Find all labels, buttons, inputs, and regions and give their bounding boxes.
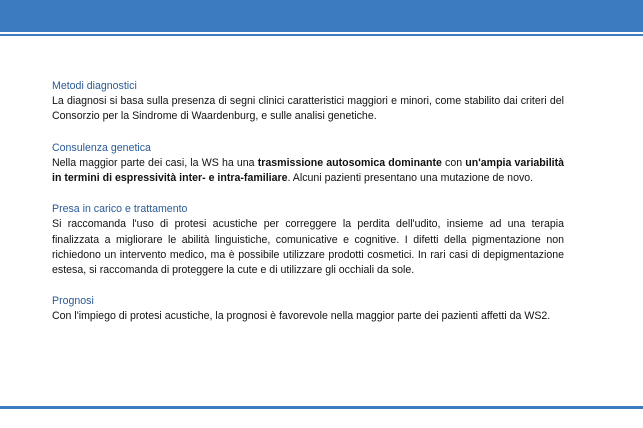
section-text [52, 156, 564, 186]
section-presa-in-carico [52, 202, 564, 278]
header-bar [0, 0, 643, 32]
section-title: Presa in carico e trattamento [52, 203, 188, 216]
section-text: La diagnosi si basa sulla presenza di segni clinici caratteristici maggiori e minori, come stabilito dai criteri del Consorzio per la Sindrome di Waardenburg, e sulle analisi genetiche. [52, 95, 564, 123]
section-prognosi [52, 294, 564, 324]
bold-text-run: un'ampia variabilità in termini di espressività inter- e intra-familiare [52, 156, 565, 185]
footer-divider [0, 406, 643, 409]
text-run: . Alcuni pazienti presentano una mutazione de novo. [287, 172, 534, 185]
text-run: Nella maggior parte dei casi, la WS ha una [52, 156, 258, 169]
section-text: Con l'impiego di protesi acustiche, la prognosi è favorevole nella maggior parte dei pazienti affetti da WS2. [52, 310, 551, 323]
section-title: Prognosi [52, 295, 94, 308]
section-title: Metodi diagnostici [52, 80, 137, 92]
section-consulenza-genetica [52, 141, 564, 187]
section-text: Si raccomanda l'uso di protesi acustiche per correggere la perdita dell'udito, insieme ad una terapia finalizzata a migliorare le abilità linguistiche, comunicative e cognitive. I difetti della pigmentazione non richiedono un intervento medico, ma è possibile utilizzare prodotti cosmetici. In rari casi di depigmentazione estesa, si raccomanda di proteggere la cute e di utilizzare gli occhiali da sole. [52, 218, 564, 277]
header-divider [0, 34, 643, 36]
section-metodi-diagnostici [52, 79, 564, 125]
text-run: con [441, 156, 466, 169]
document-body [52, 79, 564, 341]
section-title: Consulenza genetica [52, 141, 151, 154]
bold-text-run: trasmissione autosomica dominante [257, 156, 442, 169]
